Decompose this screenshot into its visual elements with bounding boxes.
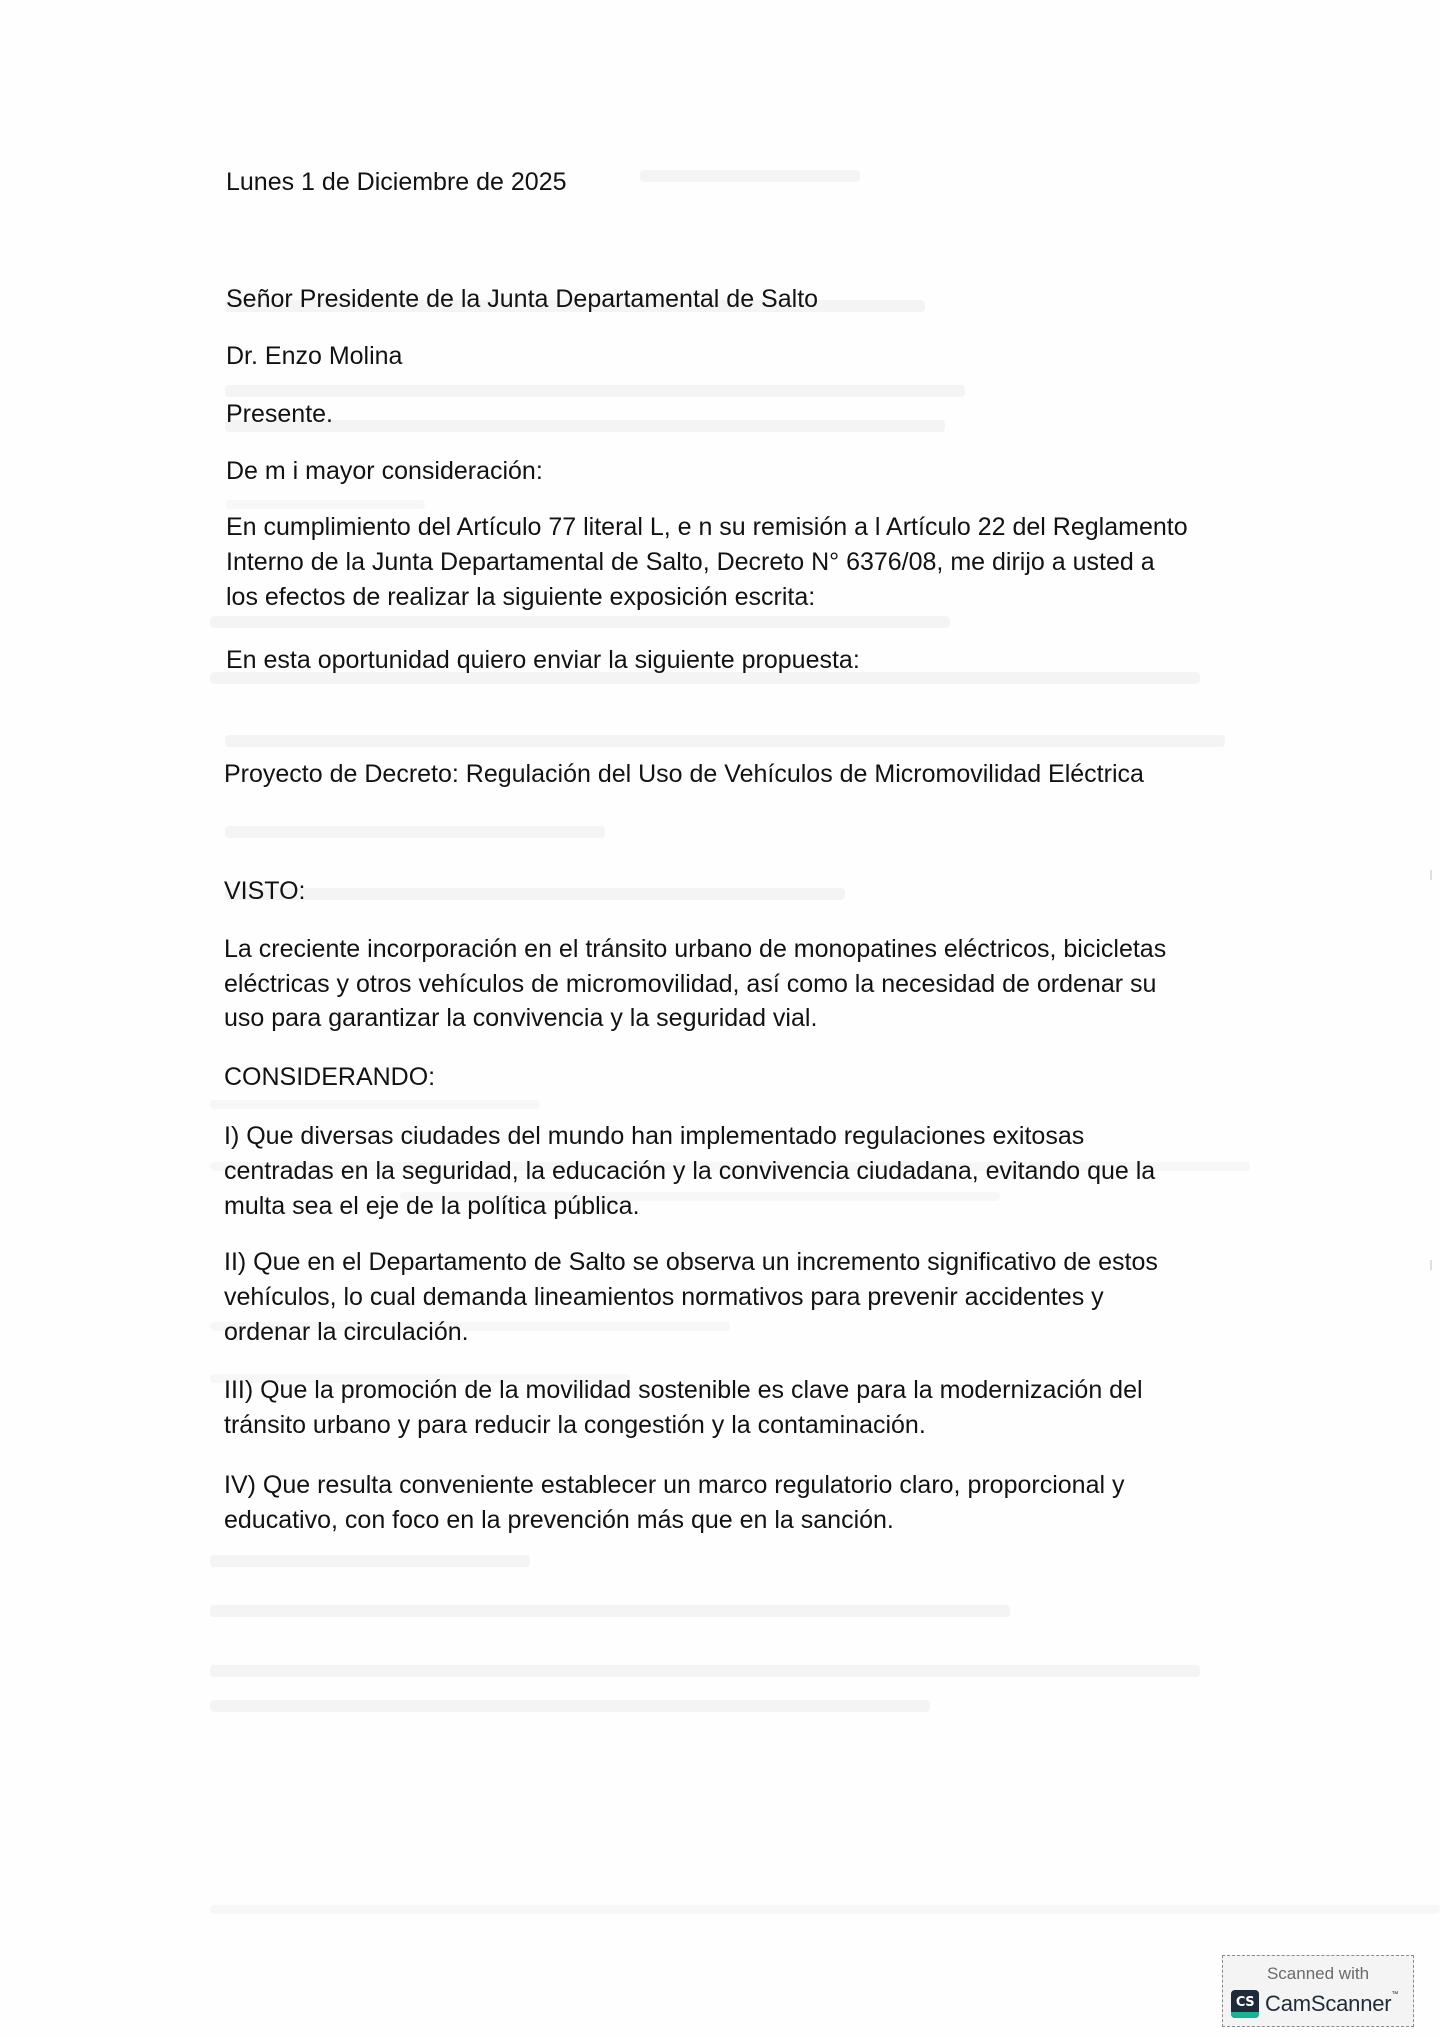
intro-line: En cumplimiento del Artículo 77 literal L, e n su remisión a l Artículo 22 del Reglamento bbox=[226, 513, 1188, 541]
considerando-heading: CONSIDERANDO: bbox=[224, 1063, 436, 1091]
considerando-line: III) Que la promoción de la movilidad sostenible es clave para la modernización del bbox=[224, 1376, 1143, 1404]
visto-line: La creciente incorporación en el tránsito urbano de monopatines eléctricos, bicicletas bbox=[224, 935, 1167, 963]
visto-line: uso para garantizar la convivencia y la seguridad vial. bbox=[224, 1004, 818, 1032]
camscanner-watermark bbox=[1222, 1955, 1414, 2027]
considerando-line: II) Que en el Departamento de Salto se observa un incremento significativo de estos bbox=[224, 1248, 1158, 1276]
considerando-line: IV) Que resulta conveniente establecer un marco regulatorio claro, proporcional y bbox=[224, 1471, 1125, 1499]
considerando-line: centradas en la seguridad, la educación y la convivencia ciudadana, evitando que la bbox=[224, 1157, 1156, 1185]
proposal-intro: En esta oportunidad quiero enviar la siguiente propuesta: bbox=[226, 646, 860, 674]
recipient-name: Dr. Enzo Molina bbox=[226, 342, 403, 370]
intro-line: los efectos de realizar la siguiente exposición escrita: bbox=[226, 583, 816, 611]
intro-line: Interno de la Junta Departamental de Salto, Decreto N° 6376/08, me dirijo a usted a bbox=[226, 548, 1155, 576]
camscanner-brand bbox=[1265, 1991, 1398, 2017]
letter-date: Lunes 1 de Diciembre de 2025 bbox=[226, 168, 567, 196]
considerando-line: ordenar la circulación. bbox=[224, 1318, 469, 1346]
considerando-line: multa sea el eje de la política pública. bbox=[224, 1192, 640, 1220]
considerando-line: vehículos, lo cual demanda lineamientos normativos para prevenir accidentes y bbox=[224, 1283, 1104, 1311]
considerando-line: educativo, con foco en la prevención más que en la sanción. bbox=[224, 1506, 894, 1534]
greeting: De m i mayor consideración: bbox=[226, 457, 543, 485]
recipient-closing: Presente. bbox=[226, 400, 334, 428]
recipient-title: Señor Presidente de la Junta Departamental de Salto bbox=[226, 285, 819, 313]
visto-heading: VISTO: bbox=[224, 877, 306, 905]
brand-name: CamScanner bbox=[1265, 1991, 1392, 2016]
project-title: Proyecto de Decreto: Regulación del Uso de Vehículos de Micromovilidad Eléctrica bbox=[224, 760, 1144, 788]
logo-text: CS bbox=[1235, 1994, 1255, 2010]
scanned-with-label: Scanned with bbox=[1266, 1964, 1370, 1983]
considerando-line: tránsito urbano y para reducir la congestión y la contaminación. bbox=[224, 1411, 926, 1439]
considerando-line: I) Que diversas ciudades del mundo han implementado regulaciones exitosas bbox=[224, 1122, 1085, 1150]
trademark-mark: ™ bbox=[1391, 1991, 1399, 1998]
camscanner-brand-row bbox=[1231, 1990, 1398, 2018]
visto-line: eléctricas y otros vehículos de micromovilidad, así como la necesidad de ordenar su bbox=[224, 970, 1157, 998]
camscanner-logo-icon bbox=[1231, 1990, 1259, 2018]
